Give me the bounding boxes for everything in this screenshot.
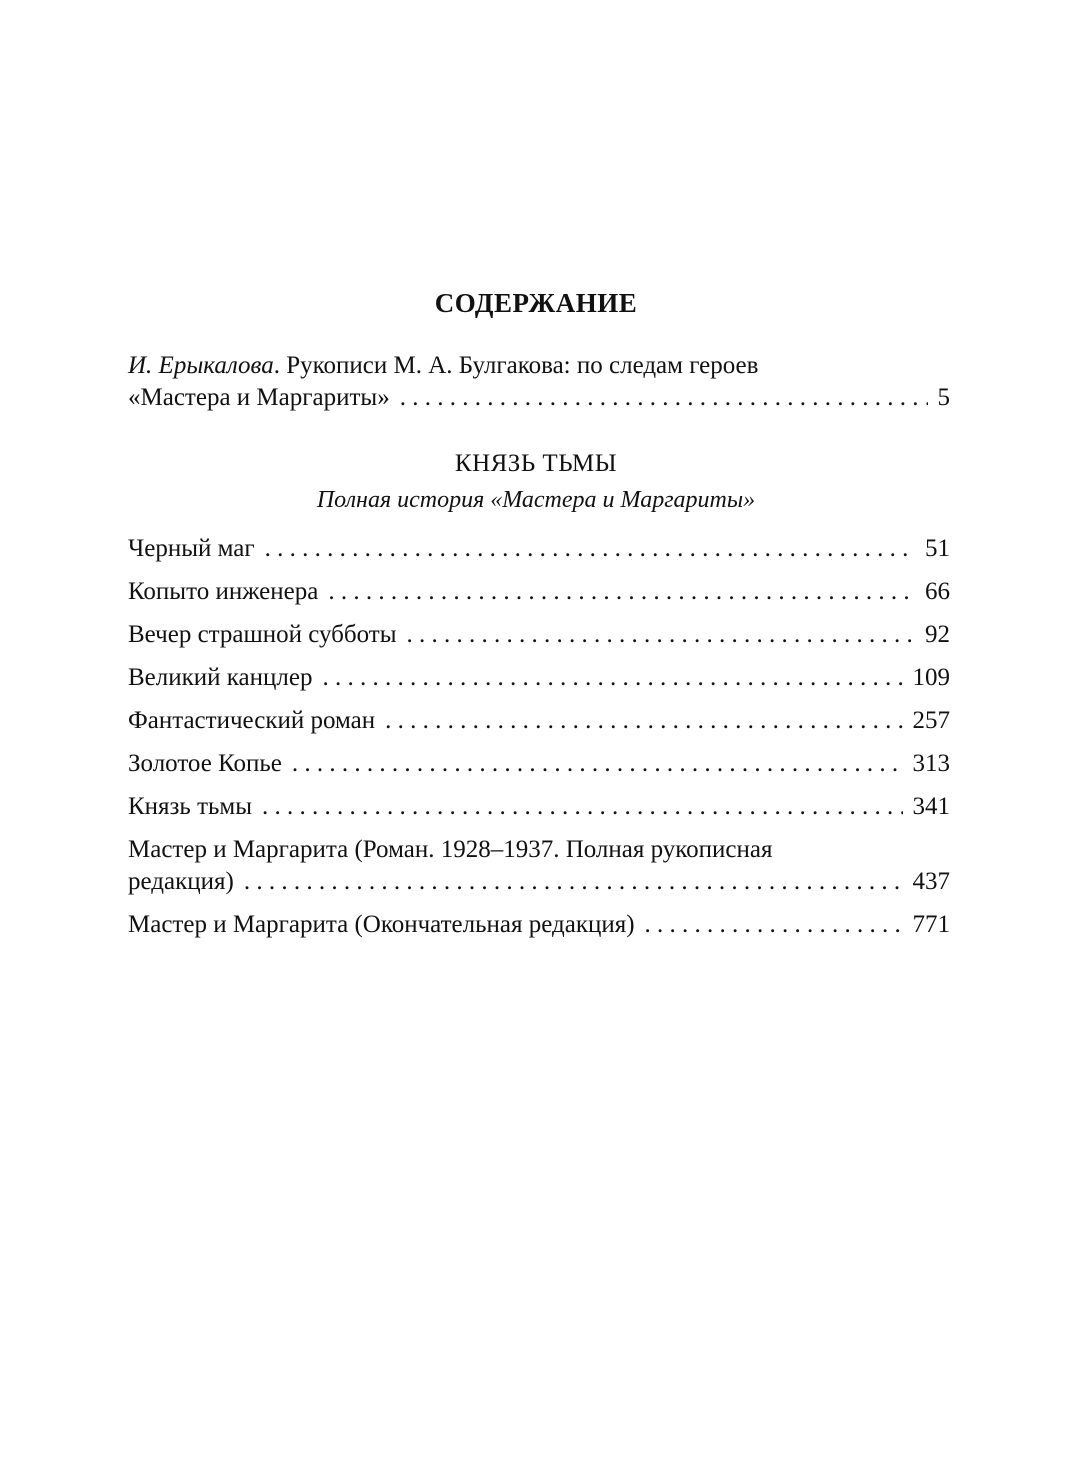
toc-entry	[128, 533, 950, 565]
toc-entry	[128, 705, 950, 737]
leader-dots	[292, 748, 903, 780]
toc-entry	[128, 619, 950, 651]
page-number: 66	[925, 578, 950, 605]
page-number: 5	[937, 384, 950, 411]
entry-title: Черный маг	[128, 535, 255, 562]
leader-dots	[244, 866, 903, 898]
leader-dots	[645, 909, 903, 941]
intro-title-part2: «Мастера и Маргариты»	[128, 384, 390, 411]
entry-title-line1: Мастер и Маргарита (Роман. 1928–1937. Полная рукописная	[128, 836, 773, 863]
leader-dots	[328, 576, 915, 608]
entry-title: Князь тьмы	[128, 793, 253, 820]
leader-dots	[265, 533, 915, 565]
page-number: 771	[912, 911, 950, 938]
toc-entry	[128, 748, 950, 780]
leader-dots	[385, 705, 902, 737]
leader-dots	[322, 662, 902, 694]
leader-dots	[262, 791, 902, 823]
toc-entry	[128, 662, 950, 694]
page-number: 313	[912, 750, 950, 777]
toc-entry	[128, 909, 950, 941]
intro-line1	[128, 350, 950, 382]
section-subtitle: Полная история «Мастера и Маргариты»	[316, 487, 756, 513]
intro-title-part1: . Рукописи М. А. Булгакова: по следам героев	[273, 352, 759, 379]
page-number: 109	[912, 664, 950, 691]
page-number: 92	[925, 621, 950, 648]
entry-title-line2: редакция)	[128, 868, 234, 895]
entry-title: Копыто инженера	[128, 578, 319, 605]
page-number: 257	[912, 707, 950, 734]
entry-title: Мастер и Маргарита (Окончательная редакция)	[128, 911, 635, 938]
leader-dots	[400, 382, 928, 414]
toc-entries	[128, 533, 950, 952]
toc-entry	[128, 834, 950, 898]
entry-title: Великий канцлер	[128, 664, 313, 691]
page-number: 51	[925, 535, 950, 562]
page-number: 437	[912, 868, 950, 895]
page-number: 341	[912, 793, 950, 820]
intro-author: И. Ерыкалова	[128, 352, 274, 379]
section-title: КНЯЗЬ ТЬМЫ	[454, 450, 618, 477]
toc-entry	[128, 576, 950, 608]
toc-entry-intro	[128, 350, 950, 414]
intro-line2	[128, 382, 950, 414]
contents-title: СОДЕРЖАНИЕ	[434, 288, 638, 318]
entry-title: Золотое Копье	[128, 750, 282, 777]
leader-dots	[407, 619, 915, 651]
entry-title: Фантастический роман	[128, 707, 376, 734]
entry-line2	[128, 866, 950, 898]
toc-entry	[128, 791, 950, 823]
entry-title: Вечер страшной субботы	[128, 621, 397, 648]
